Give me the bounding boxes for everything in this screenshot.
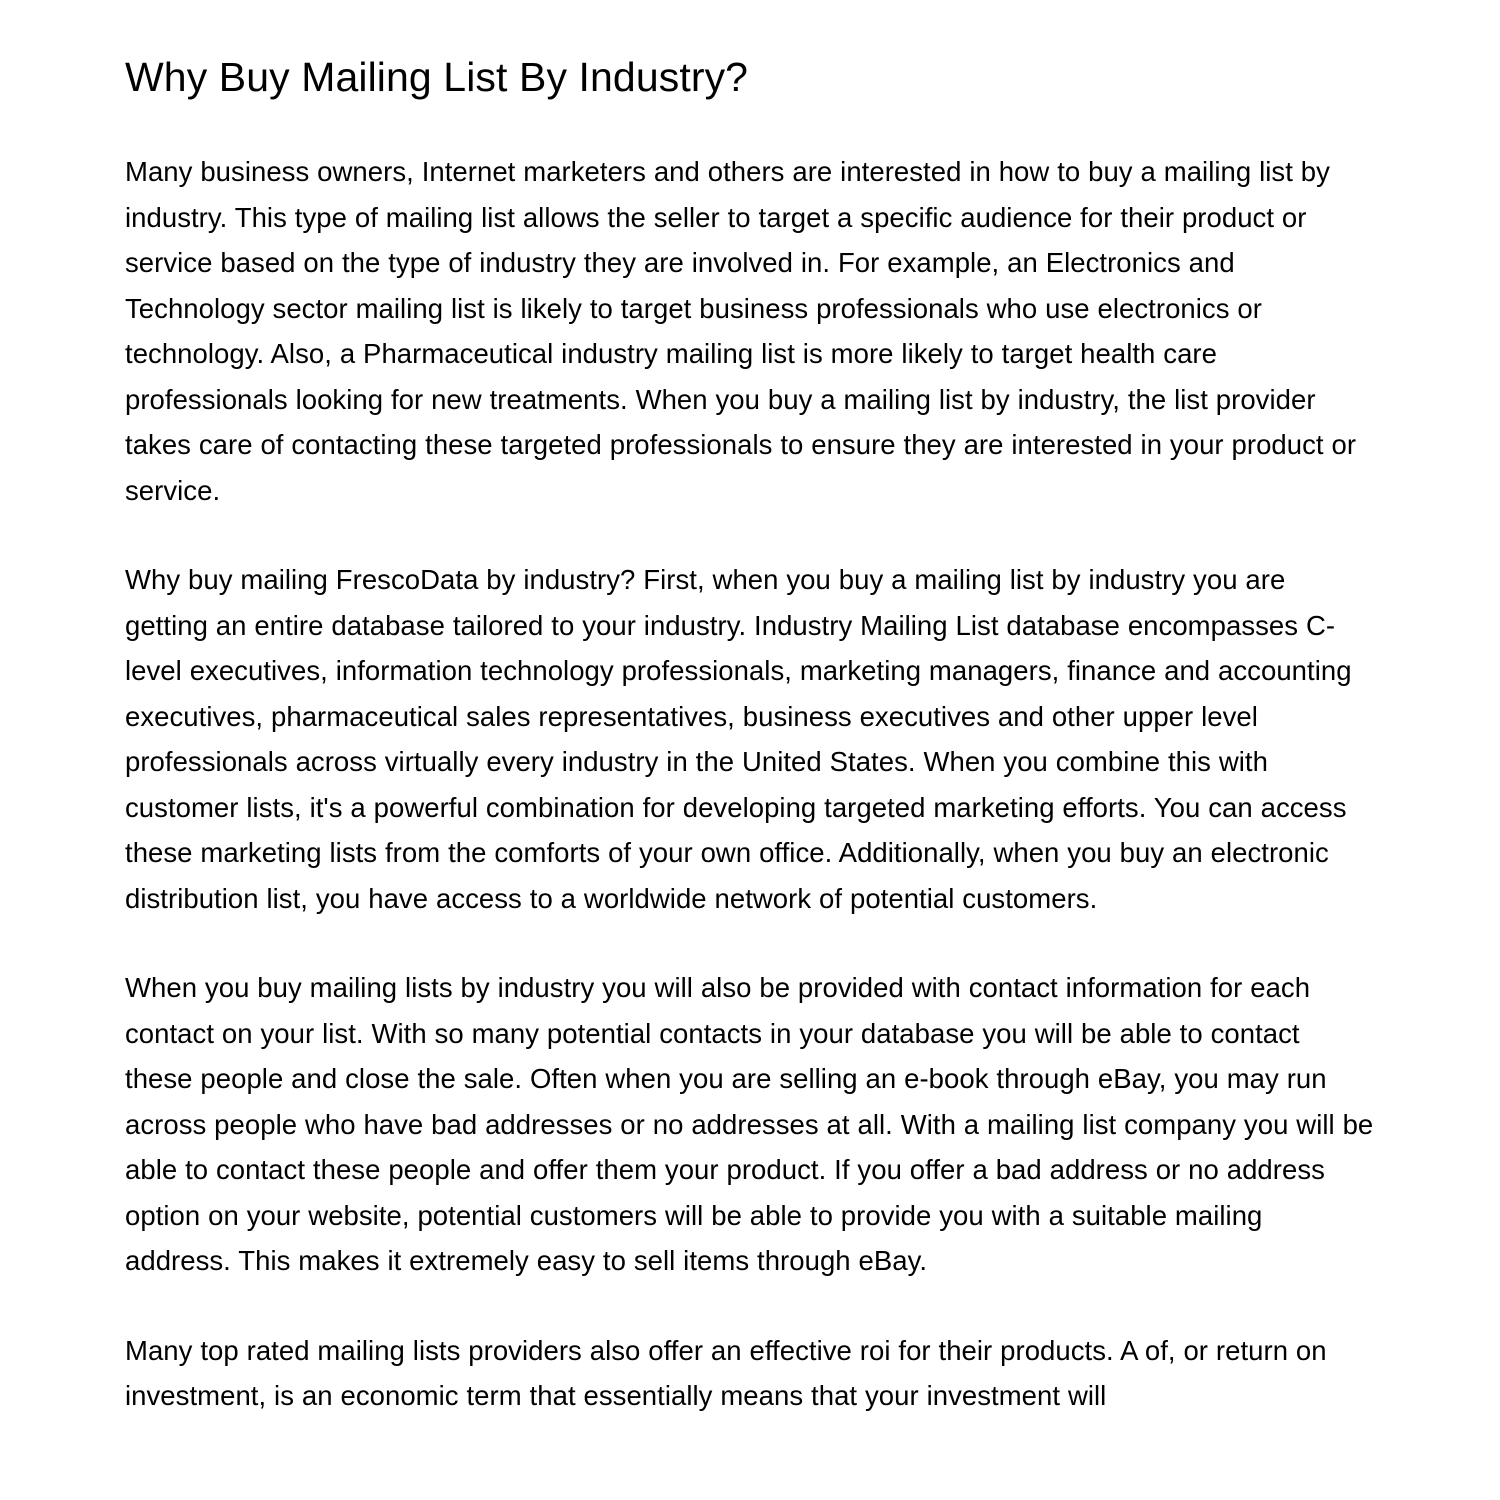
paragraph: When you buy mailing lists by industry you will also be provided with contact information for each contact on your list. With so many potential contacts in your database you will be able to contact these people and close the sale. Often when you are selling an e-book through eBay, you may run across people who have bad addresses or no addresses at all. With a mailing list company you will be able to contact these people and offer them your product. If you offer a bad address or no address option on your website, potential customers will be able to provide you with a suitable mailing address. This makes it extremely easy to sell items through eBay. [125,972,1374,1277]
document-body [125,149,1375,1419]
paragraph: Many top rated mailing lists providers also offer an effective roi for their products. A of, or return on investment, is an economic term that essentially means that your investment will [125,1334,1327,1412]
paragraph: Why buy mailing FrescoData by industry? First, when you buy a mailing list by industry you are getting an entire database tailored to your industry. Industry Mailing List database encompasses C-level executives, information technology professionals, marketing managers, finance and accounting executives, pharmaceutical sales representatives, business executives and other upper level professionals across virtually every industry in the United States. When you combine this with customer lists, it's a powerful combination for developing targeted marketing efforts. You can access these marketing lists from the comforts of your own office. Additionally, when you buy an electronic distribution list, you have access to a worldwide network of potential customers. [125,564,1352,914]
page-title: Why Buy Mailing List By Industry? [125,54,749,100]
paragraph: Many business owners, Internet marketers and others are interested in how to buy a mailing list by industry. This type of mailing list allows the seller to target a specific audience for their product or service based on the type of industry they are involved in. For example, an Electronics and Technology sector mailing list is likely to target business professionals who use electronics or technology. Also, a Pharmaceutical industry mailing list is more likely to target health care professionals looking for new treatments. When you buy a mailing list by industry, the list provider takes care of contacting these targeted professionals to ensure they are interested in your product or service. [125,156,1357,506]
